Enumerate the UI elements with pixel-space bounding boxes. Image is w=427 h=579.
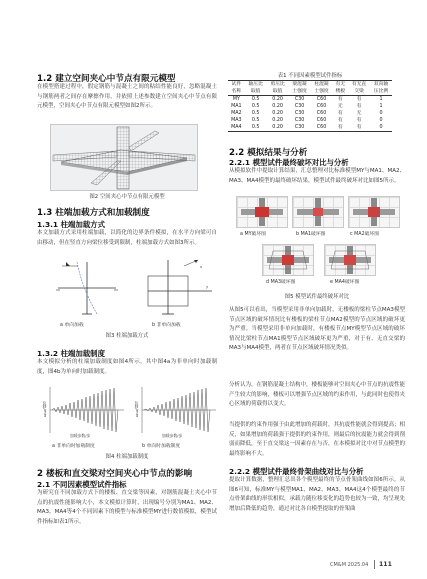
table1-cell: 0.5 [251,104,260,109]
table1 [228,80,392,132]
section-2-2-title: 2.2 模拟结果与分析 [229,148,308,158]
footer-journal: CM&M 2025.04 [330,562,369,568]
table1-cell: 有 [356,118,362,123]
fig4b-xlabel: 加载步数/步 [162,433,183,438]
table1-header-cell: 双向轴 [370,81,392,89]
fig5-caption: 图5 模型试件最终破坏对比 [284,294,350,300]
fig5c-image [348,196,400,228]
svg-text:y: y [206,284,209,289]
table1-header-cell: 剪压比 [267,81,289,89]
fig2-caption: 图2 空间夹心中节点有限元模型 [89,194,165,200]
fig4a-chart [40,383,127,439]
fig4b-ylabel: 位移/mm [135,401,140,418]
fig5a-image [236,196,288,228]
fig5b-label: b MA1破坏图 [296,232,326,237]
table1-cell: 有 [337,118,343,123]
table1-header-cell: 轴压比 [245,81,267,89]
section-1-3-1-paragraph: 本文加载方式采用柱端加载，以简化的边界条件模拟，在水平方向梁可自由移动，但在竖直方向梁位移受到限制，柱端加载方式如图3所示。 [37,230,217,246]
table1-cell: 0.20 [267,124,289,132]
fe-model-drawing [51,125,197,190]
fig4b-chart [132,383,219,439]
fig5d-label: d MA3破坏图 [266,280,296,285]
section-1-3-1-title: 1.3.1 柱端加载方式 [37,220,105,229]
section-2-2-1-title: 2.2.1 模型试件最终破坏对比与分析 [229,158,349,167]
fig5b-image [292,196,344,228]
fig4a-ylabel: 位移/mm [43,401,48,418]
table1-row [228,117,392,124]
table1-header-cell: 试件 [228,81,245,89]
fig5c-label: c MA2破坏图 [350,232,380,237]
fig2-fe-model [50,124,198,191]
table1-cell: C30 [294,104,305,109]
table1-cell: 1 [379,104,383,109]
table1-header-cell: 土强度 [311,88,333,96]
section-1-2-title: 1.2 建立空间夹心中节点有限元模型 [37,74,176,84]
table1-cell: 0.5 [245,124,267,132]
table1-cell: 0.20 [272,97,283,102]
footer-page-number: 111 [379,561,392,568]
table1-header-cell: 名称 [228,88,245,96]
analysis-paragraph-3: 当提供的约束作用强于由此增加的荷载时，其抗震性能就会得到提高；相反，如果增加的荷载强于提供的约束作用，则最后的抗震能力就会得到削弱而降低，至于直交梁这一因素存在与否，在本模拟对比中对节点模型的最终影响不大。 [229,422,406,457]
table1-cell: 有 [356,97,362,102]
section-1-3-2-title: 1.3.2 柱端加载制度 [37,349,105,358]
table1-row [228,124,392,132]
section-2-2-2-paragraph: 提取计算数据，整理汇总出各个模型最终的节点骨架曲线如图6所示。从图6可知，标准MY与模型MA1、MA2、MA3、MA4这4个模型最终的节点骨架曲线的形状相似，承载力随位移变化的趋势也较为一致，均呈现先增加后降低的趋势，通过对比各自模型提取的骨架曲 [229,477,406,512]
table1-cell: C60 [316,104,327,109]
fig3b-label: b 非单向加载 [152,323,181,328]
table1-cell: 0 [379,118,383,123]
section-1-2-paragraph: 在模型搭建过程中，假定钢筋与混凝土之间的粘结性能良好，忽略混凝土与钢筋两者之间存在摩擦作用，并依照上述参数建立空间夹心中节点有限元模型，空间夹心中节点有限元模型如图2所示。 [37,84,217,110]
table1-header-cell: 取值 [267,88,289,96]
svg-text:x: x [200,264,203,269]
table1-cell: C60 [316,118,327,123]
table1-cell: 无 [356,111,362,116]
fig4a-label: a 非单向时加载制度 [52,444,95,449]
table1-cell: 有 [337,111,343,116]
table1-header-cell: 土强度 [289,88,311,96]
table1-cell: C30 [294,118,305,123]
table1-cell: 0.5 [251,111,260,116]
fig5a-label: a MY破坏图 [240,232,266,237]
table1-cell: C60 [316,97,327,102]
table1-cell: MY [232,97,240,102]
table1-cell: C60 [311,124,333,132]
fig3a-drawing [52,260,122,316]
table1-cell: 0.5 [251,118,260,123]
table1-header-cell: 交梁 [348,88,370,96]
table1-header-cell: 有无 [333,81,349,89]
table1-cell: 无 [337,104,343,109]
table1-header-cell: 取值 [245,88,267,96]
fig3-caption: 图3 柱端加载方式 [105,333,149,339]
table1-title: 表1 不同因素模型试件指标 [277,73,343,79]
section-1-3-title: 1.3 柱端加载方式和加载制度 [37,208,150,218]
table1-cell: MA2 [231,111,242,116]
table1-row [228,103,392,110]
table1-cell: MA4 [228,124,245,132]
table1-cell: MA3 [231,118,242,123]
footer-divider [374,560,375,569]
analysis-paragraph-2: 分析认为，在钢筋混凝土结构中，楼板能够对空间夹心中节点的抗震性能产生较大的影响，楼板可以增强节点区域的约束作用，与此同时也使得夹心区域的荷载得以变大。 [229,382,406,408]
fig5e-image [324,244,376,276]
table1-cell: 0 [370,124,392,132]
section-2-1-paragraph: 为研究在不同加载方式下的楼板、直交梁等因素，对钢筋混凝土夹心中节点的抗震性能影响大小，本文模拟计算时，出现编号分别为MA1、MA2、MA3、MA4等4个不同因素下的模型与标准模型MY进行数值模拟，模型试件指标如表1所示。 [37,490,217,525]
table1-header-cell: 压比例 [370,88,392,96]
table1-cell: 0 [379,111,383,116]
section-2-2-2-title: 2.2.2 模型试件最终骨架曲线对比与分析 [229,467,364,476]
section-2-2-1-paragraph: 从模拟软件中提取计算结果，汇总整理对比标准模型MY与MA1、MA2、MA3、MA4模型的最终破坏结果，模型试件最终破坏对比如图5所示。 [229,168,405,184]
fig4-caption: 图4 柱端加载制度 [105,454,149,460]
fig5e-label: e MA4破坏图 [330,280,360,285]
fig3b-drawing [140,258,218,316]
table1-cell: C30 [294,111,305,116]
fig5d-image [262,244,314,276]
fig5-grid [236,196,400,300]
table1-row [228,110,392,117]
table1-cell: 0.20 [272,118,283,123]
table1-cell: C30 [294,97,305,102]
table1-cell: 有 [356,104,362,109]
table1-cell: C60 [316,111,327,116]
fig4a-xlabel: 加载步数/步 [70,433,91,438]
table1-cell: 有 [337,97,343,102]
table1-cell: 0.20 [272,104,283,109]
analysis-paragraph-1: 从图5可以看出，当模型采用非单向加载时，无楼板的梁柱节点MA3模型节点区域的破坏情况比有楼板的梁柱节点MA2模型的节点区域的破坏更为严重。当模型采用非单向加载时，有楼板节点MY模型节点区域的破坏情况比梁柱节点MA1模型节点区域破坏更为严重，对于有、无直交梁的MA3与MA4模型，两者在节点区域破坏情况类似。 [229,307,405,352]
table1-header-cell: 楼板 [333,88,349,96]
table1-cell: 有 [348,124,370,132]
table1-header-row [228,88,392,96]
table1-cell: C30 [289,124,311,132]
section-1-3-2-paragraph: 本文模拟分析的柱端加载制度如图4所示，其中图4a为非单向时加载制度，图4b为单向时加载制度。 [37,359,217,375]
table1-cell: 有 [333,124,349,132]
table1-header-row [228,81,392,89]
table1-cell: 0.5 [251,97,260,102]
fig4b-label: b 单向时加载制度 [142,444,181,449]
table1-row [228,96,392,104]
fig3a-label: a 单向加载 [60,323,84,328]
table1-header-cell: 有无直 [348,81,370,89]
section-2-title: 2 楼板和直交梁对空间夹心中节点的影响 [37,469,193,479]
table1-cell: MA1 [231,104,242,109]
section-2-1-title: 2.1 不同因素模型试件指标 [37,480,127,489]
table1-header-cell: 梁混凝 [289,81,311,89]
table1-cell: 1 [379,97,383,102]
table1-cell: 0.20 [272,111,283,116]
table1-header-cell: 柱混凝 [311,81,333,89]
